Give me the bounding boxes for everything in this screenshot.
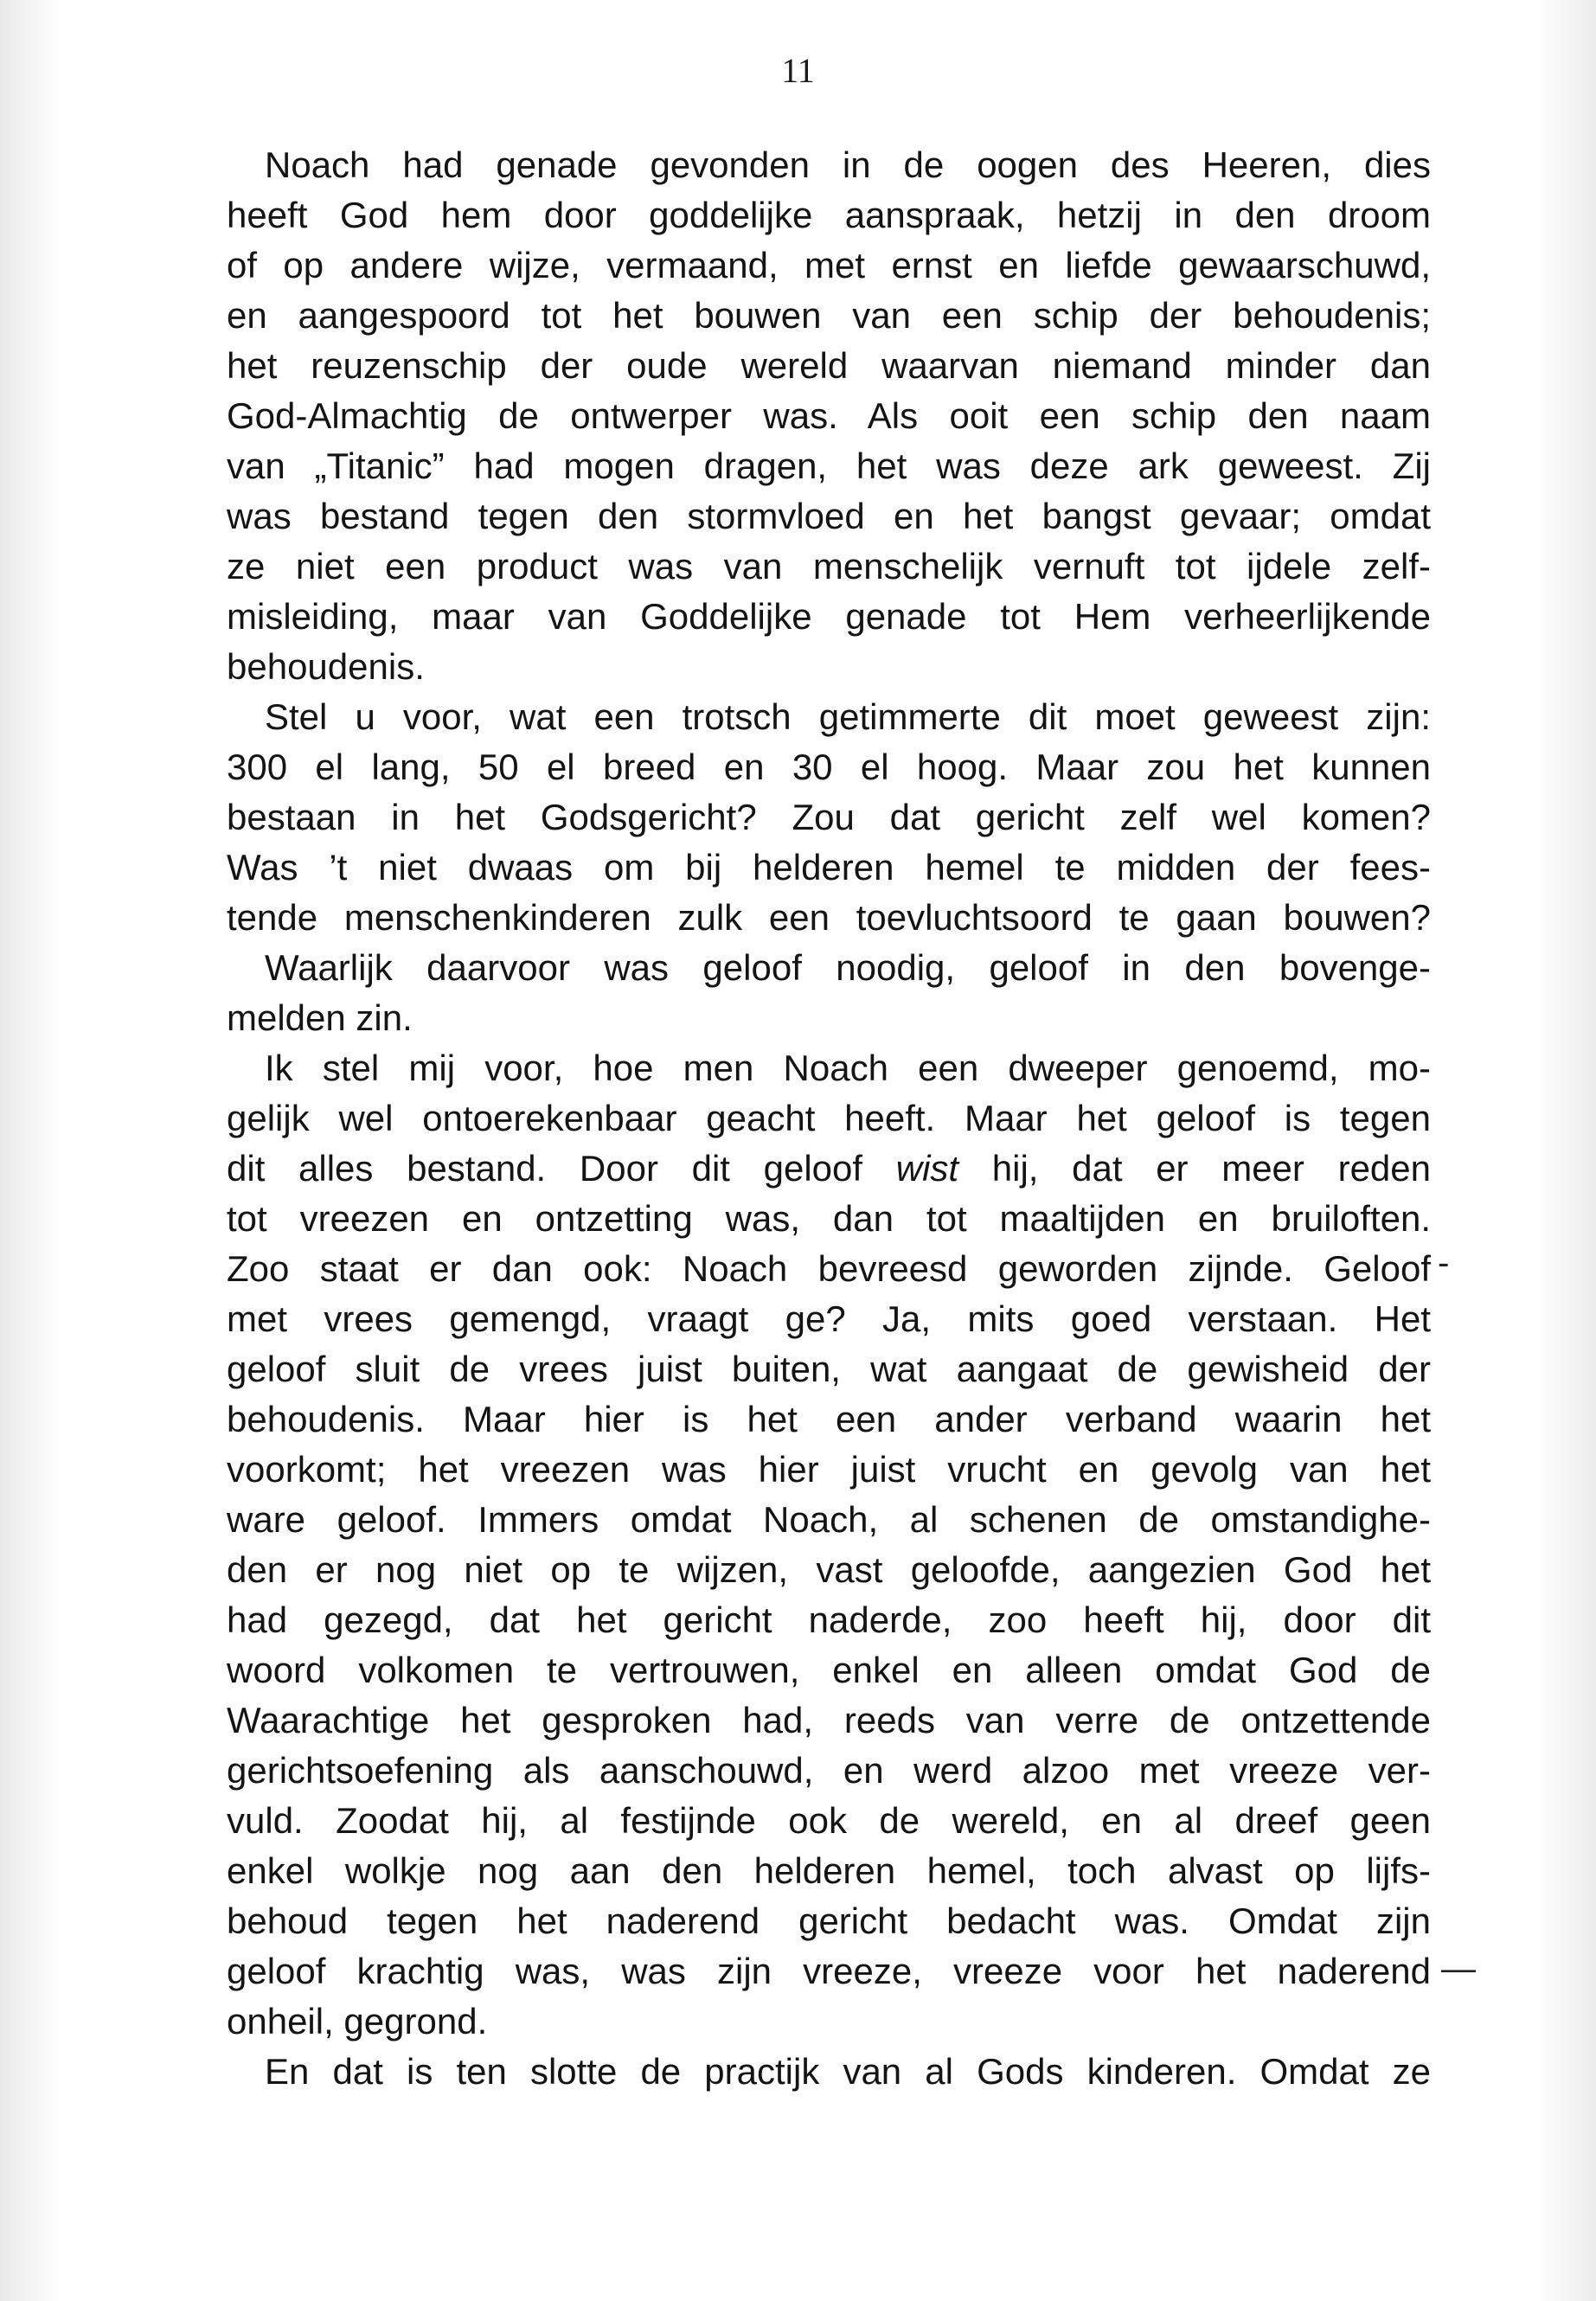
text-line: heeft God hem door goddelijke aanspraak, hetzij in den droom xyxy=(227,195,1431,235)
text-line: onheil, gegrond. xyxy=(227,2001,488,2041)
text-line: God-Almachtig de ontwerper was. Als ooit een schip den naam xyxy=(227,395,1431,436)
text-line: Ik stel mij voor, hoe men Noach een dweeper genoemd, mo- xyxy=(265,1048,1431,1088)
emphasis: wist xyxy=(895,1148,959,1189)
text-line: misleiding, maar van Goddelijke genade tot Hem verheerlijkende xyxy=(227,596,1431,637)
text-line: En dat is ten slotte de practijk van al Gods kinderen. Omdat ze xyxy=(265,2051,1431,2092)
text-line: dit alles bestand. Door dit geloof wist hij, dat er meer reden xyxy=(227,1148,1431,1189)
text-line: melden zin. xyxy=(227,997,413,1038)
margin-mark: — xyxy=(1441,1950,1476,1988)
text-line: geloof krachtig was, was zijn vreeze, vreeze voor het naderend xyxy=(227,1951,1431,1991)
text-line: of op andere wijze, vermaand, met ernst en liefde gewaarschuwd, xyxy=(227,245,1431,285)
text-line: was bestand tegen den stormvloed en het bangst gevaar; omdat xyxy=(227,496,1431,536)
text-line: ze niet een product was van menschelijk vernuft tot ijdele zelf- xyxy=(227,546,1431,586)
text-line: Stel u voor, wat een trotsch getimmerte dit moet geweest zijn: xyxy=(265,696,1431,737)
text-line: tende menschenkinderen zulk een toevluchtsoord te gaan bouwen? xyxy=(227,897,1431,938)
text-line: enkel wolkje nog aan den helderen hemel, toch alvast op lijfs- xyxy=(227,1850,1431,1891)
text-line: voorkomt; het vreezen was hier juist vrucht en gevolg van het xyxy=(227,1449,1431,1490)
text-line: Waarachtige het gesproken had, reeds van verre de ontzettende xyxy=(227,1700,1431,1740)
text-line: vuld. Zoodat hij, al festijnde ook de wereld, en al dreef geen xyxy=(227,1800,1431,1841)
text-line: woord volkomen te vertrouwen, enkel en alleen omdat God de xyxy=(227,1650,1431,1690)
text-line: 300 el lang, 50 el breed en 30 el hoog. Maar zou het kunnen xyxy=(227,747,1431,787)
text-line: den er nog niet op te wijzen, vast geloofde, aangezien God het xyxy=(227,1549,1431,1590)
text-line: tot vreezen en ontzetting was, dan tot maaltijden en bruiloften. xyxy=(227,1198,1431,1239)
text-line: ware geloof. Immers omdat Noach, al schenen de omstandighe- xyxy=(227,1499,1431,1540)
text-line: geloof sluit de vrees juist buiten, wat aangaat de gewisheid der xyxy=(227,1349,1431,1389)
text-line: Noach had genade gevonden in de oogen des Heeren, dies xyxy=(265,144,1431,185)
text-line: en aangespoord tot het bouwen van een schip der behoudenis; xyxy=(227,295,1431,336)
margin-mark: - xyxy=(1438,1244,1450,1282)
text-line: Was ’t niet dwaas om bij helderen hemel te midden der fees- xyxy=(227,847,1431,888)
body-text xyxy=(227,140,1431,2097)
text-line: gerichtsoefening als aanschouwd, en werd alzoo met vreeze ver- xyxy=(227,1750,1431,1791)
text-line: behoudenis. Maar hier is het een ander verband waarin het xyxy=(227,1399,1431,1439)
text-line: van „Titanic” had mogen dragen, het was deze ark geweest. Zij xyxy=(227,445,1431,486)
page-number: 11 xyxy=(781,51,815,90)
page-edge-shadow-right xyxy=(1535,0,1596,2301)
text-line: Waarlijk daarvoor was geloof noodig, geloof in den bovenge- xyxy=(265,947,1431,988)
page-edge-shadow-left xyxy=(0,0,61,2301)
text-line: behoudenis. xyxy=(227,646,425,687)
text-line: gelijk wel ontoerekenbaar geacht heeft. Maar het geloof is tegen xyxy=(227,1098,1431,1138)
text-line: met vrees gemengd, vraagt ge? Ja, mits goed verstaan. Het xyxy=(227,1298,1431,1339)
text-line: Zoo staat er dan ook: Noach bevreesd geworden zijnde. Geloof xyxy=(227,1248,1431,1289)
text-line: bestaan in het Godsgericht? Zou dat gericht zelf wel komen? xyxy=(227,797,1431,837)
text-line: behoud tegen het naderend gericht bedacht was. Omdat zijn xyxy=(227,1900,1431,1941)
text-line: het reuzenschip der oude wereld waarvan niemand minder dan xyxy=(227,345,1431,386)
text-line: had gezegd, dat het gericht naderde, zoo heeft hij, door dit xyxy=(227,1599,1431,1640)
